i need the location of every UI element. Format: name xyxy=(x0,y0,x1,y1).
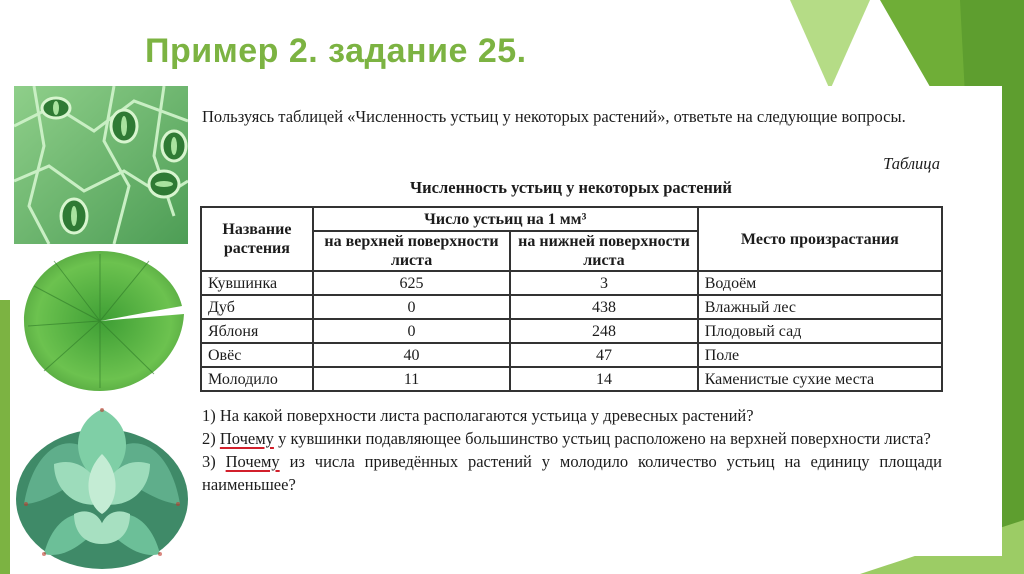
cell-upper: 625 xyxy=(313,271,510,295)
question-keyword: Почему xyxy=(225,452,280,471)
cell-plant-name: Молодило xyxy=(201,367,313,391)
question-text: из числа приведённых растений у молодило количество устьиц на единицу площади наименьшее? xyxy=(202,452,942,494)
cell-plant-name: Яблоня xyxy=(201,319,313,343)
header-plant-name: Название растения xyxy=(201,207,313,271)
cell-lower: 438 xyxy=(510,295,697,319)
cell-plant-name: Овёс xyxy=(201,343,313,367)
question-list xyxy=(202,404,942,496)
cell-habitat: Влажный лес xyxy=(698,295,942,319)
question-1 xyxy=(202,404,942,427)
question-3 xyxy=(202,450,942,496)
table-row xyxy=(201,343,942,367)
cell-lower: 14 xyxy=(510,367,697,391)
question-number: 1) xyxy=(202,406,220,425)
question-text: На какой поверхности листа располагаются устьица у древесных растений? xyxy=(219,406,754,425)
header-habitat: Место произрастания xyxy=(698,207,942,271)
slide-title: Пример 2. задание 25. xyxy=(145,32,527,70)
cell-plant-name: Дуб xyxy=(201,295,313,319)
cell-lower: 47 xyxy=(510,343,697,367)
cell-upper: 0 xyxy=(313,295,510,319)
cell-upper: 0 xyxy=(313,319,510,343)
cell-lower: 3 xyxy=(510,271,697,295)
table-label: Таблица xyxy=(883,154,940,173)
question-2 xyxy=(202,427,942,450)
cell-lower: 248 xyxy=(510,319,697,343)
header-stomata-count: Число устьиц на 1 мм³ xyxy=(313,207,698,231)
task-document xyxy=(190,86,1002,556)
table-row xyxy=(201,367,942,391)
cell-plant-name: Кувшинка xyxy=(201,271,313,295)
table-row xyxy=(201,319,942,343)
water-lily-leaf-icon xyxy=(14,246,188,396)
cell-upper: 40 xyxy=(313,343,510,367)
task-intro: Пользуясь таблицей «Численность устьиц у некоторых растений», ответьте на следующие вопросы. xyxy=(202,107,906,126)
cell-habitat: Водоём xyxy=(698,271,942,295)
question-number: 2) xyxy=(202,429,220,448)
succulent-rosette-icon xyxy=(14,404,190,574)
header-lower-surface: на нижней поверхности листа xyxy=(510,231,697,271)
cell-habitat: Плодовый сад xyxy=(698,319,942,343)
cell-habitat: Поле xyxy=(698,343,942,367)
header-upper-surface: на верхней поверхности листа xyxy=(313,231,510,271)
stomata-micrograph-icon xyxy=(14,86,188,244)
table-row xyxy=(201,271,942,295)
question-text: у кувшинки подавляющее большинство устьиц расположено на верхней поверхности листа? xyxy=(273,429,931,448)
cell-habitat: Каменистые сухие места xyxy=(698,367,942,391)
question-keyword: Почему xyxy=(219,429,274,448)
cell-upper: 11 xyxy=(313,367,510,391)
question-number: 3) xyxy=(202,452,226,471)
table-caption: Численность устьиц у некоторых растений xyxy=(410,178,732,197)
table-row xyxy=(201,295,942,319)
plant-images xyxy=(14,86,190,574)
stomata-table xyxy=(200,206,943,392)
